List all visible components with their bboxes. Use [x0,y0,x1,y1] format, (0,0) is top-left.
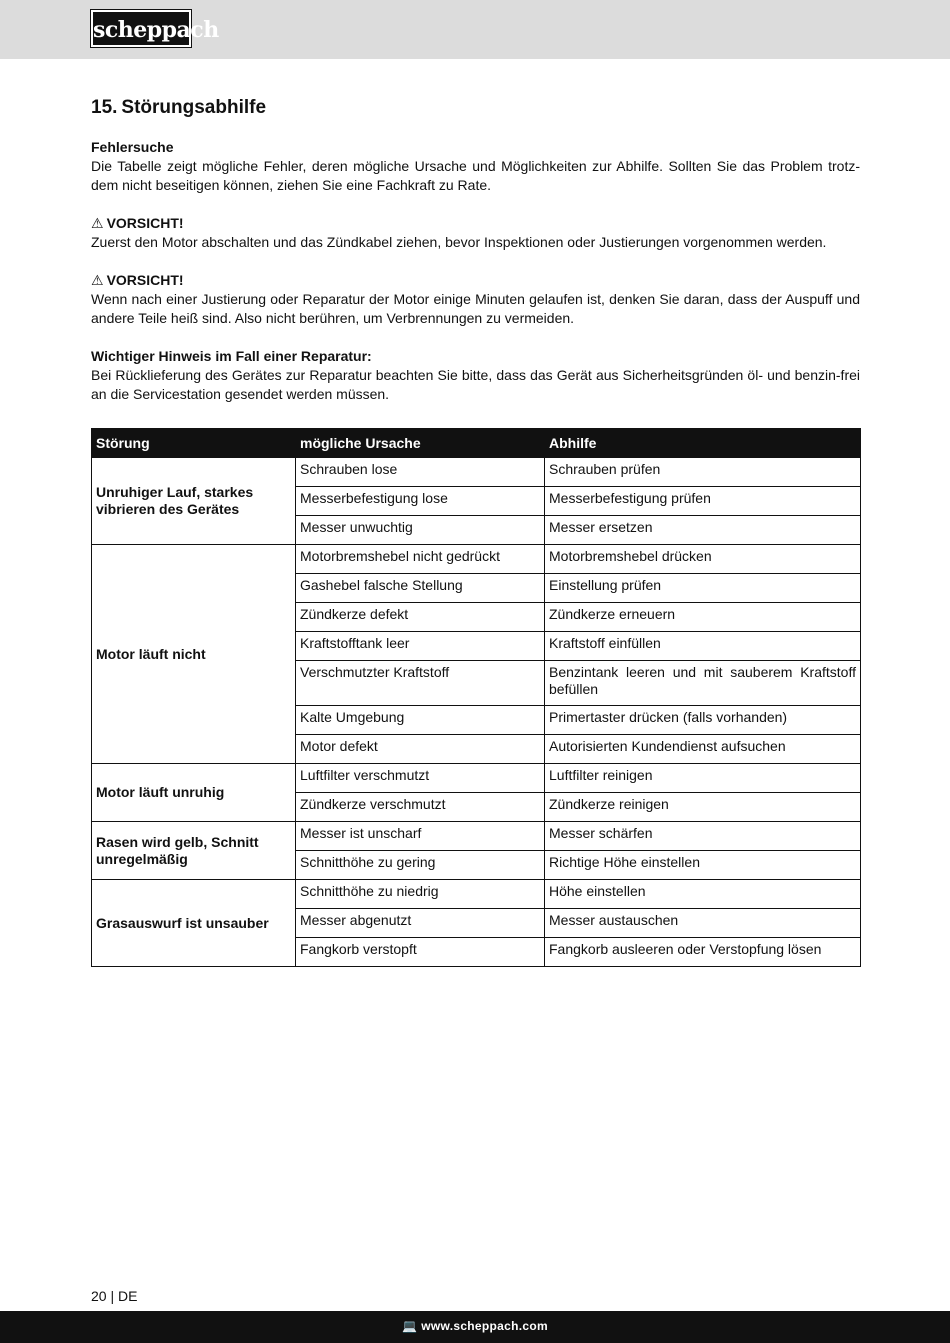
fault-cell: Motor läuft unruhig [92,764,296,822]
table-header-row [92,429,861,458]
repair-notice [91,347,860,404]
footer-band [0,1311,950,1343]
remedy-cell: Höhe einstellen [545,880,861,909]
cause-cell: Fangkorb verstopft [296,938,545,967]
cause-cell: Kraftstofftank leer [296,632,545,661]
header-remedy: Abhilfe [545,429,861,458]
troubleshooting-table [91,428,861,967]
computer-icon: 💻 [402,1319,418,1333]
remedy-cell: Messer ersetzen [545,516,861,545]
notice-text: Bei Rücklieferung des Gerätes zur Reparatur beachten Sie bitte, dass das Gerät aus Sicherheitsgründen öl- und benzin-frei an die Servicestation gesendet werden müssen. [91,367,860,402]
cause-cell: Verschmutzter Kraftstoff [296,661,545,706]
remedy-cell: Autorisierten Kundendienst aufsuchen [545,735,861,764]
cause-cell: Luftfilter verschmutzt [296,764,545,793]
cause-cell: Messer abgenutzt [296,909,545,938]
remedy-cell: Primertaster drücken (falls vorhanden) [545,706,861,735]
warning-block-2 [91,271,860,328]
cause-cell: Gashebel falsche Stellung [296,574,545,603]
fault-cell: Grasauswurf ist unsauber [92,880,296,967]
cause-cell: Schnitthöhe zu gering [296,851,545,880]
header-fault: Störung [92,429,296,458]
section-title-text: Störungsabhilfe [121,97,267,118]
remedy-cell: Messer austauschen [545,909,861,938]
section-number: 15. [91,97,118,118]
cause-cell: Zündkerze defekt [296,603,545,632]
section-title [91,95,860,121]
table-row [92,458,861,487]
cause-cell: Messer unwuchtig [296,516,545,545]
header-cause: mögliche Ursache [296,429,545,458]
remedy-cell: Richtige Höhe einstellen [545,851,861,880]
remedy-cell: Zündkerze reinigen [545,793,861,822]
table-row [92,545,861,574]
notice-title: Wichtiger Hinweis im Fall einer Reparatur: [91,348,372,364]
cause-cell: Messer ist unscharf [296,822,545,851]
cause-cell: Zündkerze verschmutzt [296,793,545,822]
remedy-cell: Kraftstoff einfüllen [545,632,861,661]
table-row [92,880,861,909]
header-band [0,0,950,59]
table-row [92,764,861,793]
cause-cell: Kalte Umgebung [296,706,545,735]
cause-cell: Motor defekt [296,735,545,764]
fault-cell: Unruhiger Lauf, starkes vibrieren des Gerätes [92,458,296,545]
table-body [92,458,861,967]
content [91,95,860,404]
cause-cell: Messerbefestigung lose [296,487,545,516]
fault-cell: Rasen wird gelb, Schnitt unregelmäßig [92,822,296,880]
remedy-cell: Luftfilter reinigen [545,764,861,793]
remedy-cell: Benzintank leeren und mit sauberem Kraftstoff befüllen [545,661,861,706]
remedy-cell: Fangkorb ausleeren oder Verstopfung lösen [545,938,861,967]
cause-cell: Schrauben lose [296,458,545,487]
page-number: 20 | DE [91,1288,138,1304]
warning-text: Wenn nach einer Justierung oder Reparatur der Motor einige Minuten gelaufen ist, denken Sie daran, dass der Auspuff und andere Teile heiß sind. Also nicht berühren, um Verbrennungen zu vermeiden. [91,291,860,326]
remedy-cell: Schrauben prüfen [545,458,861,487]
scheppach-logo: scheppach [91,10,191,47]
warning-block-1 [91,214,860,252]
warning-triangle-icon: ⚠ [91,272,104,288]
table-row [92,822,861,851]
warning-text: Zuerst den Motor abschalten und das Zündkabel ziehen, bevor Inspektionen oder Justierungen vorgenommen werden. [91,234,827,250]
remedy-cell: Messerbefestigung prüfen [545,487,861,516]
cause-cell: Motorbremshebel nicht gedrückt [296,545,545,574]
website-link[interactable]: www.scheppach.com [421,1319,548,1333]
remedy-cell: Einstellung prüfen [545,574,861,603]
warning-title: VORSICHT! [106,215,184,231]
fault-cell: Motor läuft nicht [92,545,296,764]
remedy-cell: Messer schärfen [545,822,861,851]
remedy-cell: Zündkerze erneuern [545,603,861,632]
warning-triangle-icon: ⚠ [91,215,104,231]
cause-cell: Schnitthöhe zu niedrig [296,880,545,909]
subheading: Fehlersuche [91,139,174,155]
intro-paragraph: Die Tabelle zeigt mögliche Fehler, deren mögliche Ursache und Möglichkeiten zur Abhilfe. Sollten Sie das Problem trotz-dem nicht beseitigen können, ziehen Sie eine Fachkraft zu Rate. [91,158,860,193]
remedy-cell: Motorbremshebel drücken [545,545,861,574]
warning-title: VORSICHT! [106,272,184,288]
